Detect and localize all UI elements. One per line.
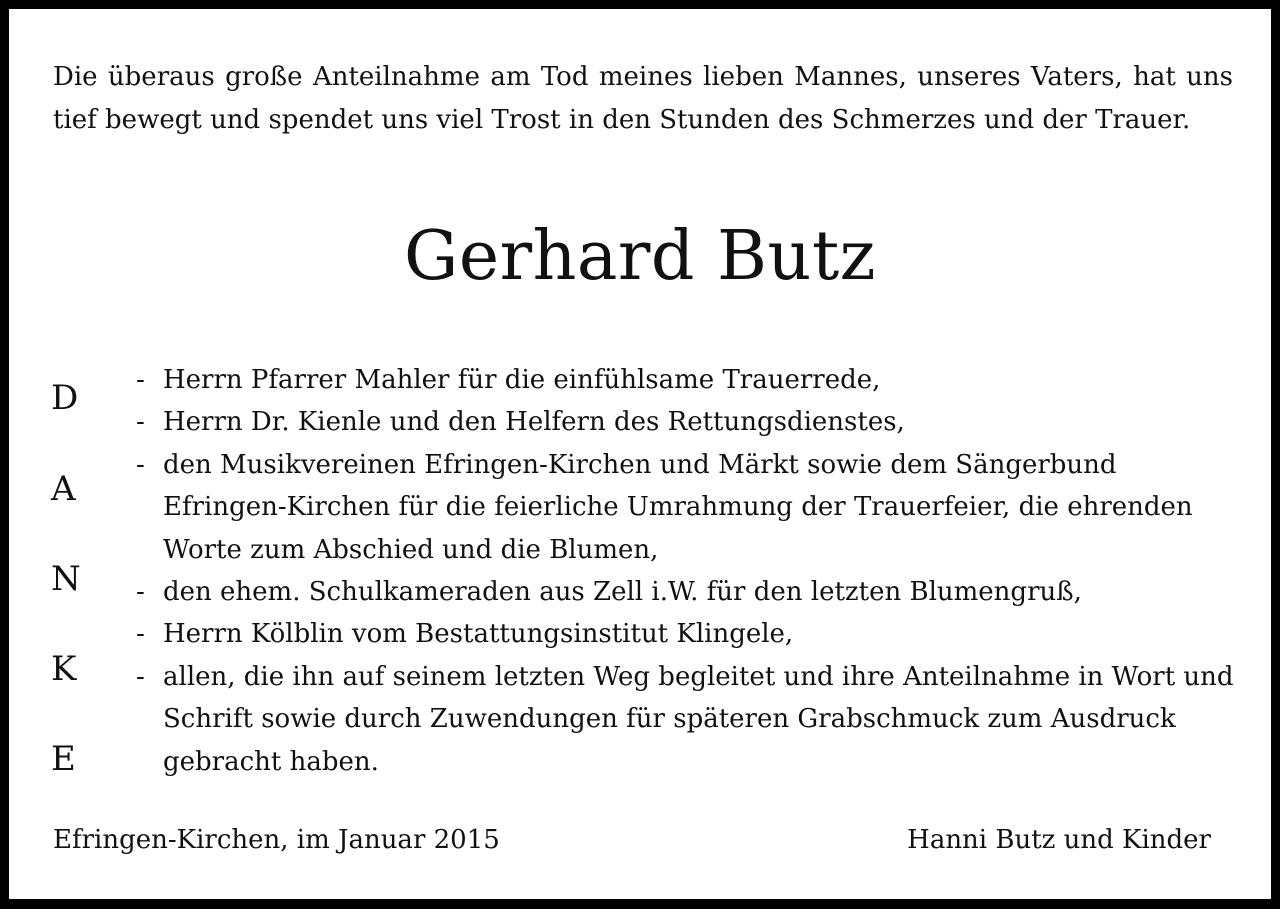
intro-text: Die überaus große Anteilnahme am Tod meines lieben Mannes, unseres Vaters, hat uns tief bewegt und spendet uns viel Trost in den Stunden des Schmerzes und der Trauer.	[53, 62, 1233, 135]
danke-letter-k: K	[51, 649, 77, 689]
thanks-list	[136, 359, 1236, 783]
thanks-item-text: den Musikvereinen Efringen-Kirchen und Märkt sowie dem Sängerbund Efringen-Kirchen für die feierliche Umrahmung der Trauerfeier, die ehrenden Worte zum Abschied und die Blumen,	[163, 449, 1193, 565]
bullet-dash: -	[136, 365, 145, 395]
thanks-item	[136, 401, 1236, 443]
thanks-item	[136, 571, 1236, 613]
thanks-item-text: Herrn Pfarrer Mahler für die einfühlsame Trauerrede,	[163, 365, 881, 395]
deceased-name: Gerhard Butz	[404, 217, 876, 296]
thanks-item	[136, 613, 1236, 655]
danke-letter-a: A	[51, 469, 76, 509]
thanks-item-text: Herrn Dr. Kienle und den Helfern des Rettungsdienstes,	[163, 407, 905, 438]
bullet-dash: -	[136, 407, 145, 438]
thanks-item	[136, 656, 1236, 783]
bullet-dash: -	[136, 619, 145, 650]
thanks-item-text: Herrn Kölblin vom Bestattungsinstitut Klingele,	[163, 619, 794, 650]
bullet-dash: -	[136, 661, 145, 692]
signature: Hanni Butz und Kinder	[907, 825, 1211, 855]
danke-letter-d: D	[51, 378, 79, 418]
thanks-item-text: allen, die ihn auf seinem letzten Weg begleitet und ihre Anteilnahme in Wort und Schrift sowie durch Zuwendungen für späteren Grabschmuck zum Ausdruck gebracht haben.	[163, 661, 1234, 777]
bullet-dash: -	[136, 577, 145, 608]
place-date: Efringen-Kirchen, im Januar 2015	[53, 825, 500, 855]
danke-letter-n: N	[51, 559, 81, 599]
danke-letter-e: E	[51, 739, 76, 779]
bullet-dash: -	[136, 449, 145, 480]
thanks-item-text: den ehem. Schulkameraden aus Zell i.W. für den letzten Blumengruß,	[163, 577, 1082, 608]
thanks-item	[136, 359, 1236, 401]
obituary-notice	[9, 9, 1271, 899]
thanks-item	[136, 444, 1236, 571]
